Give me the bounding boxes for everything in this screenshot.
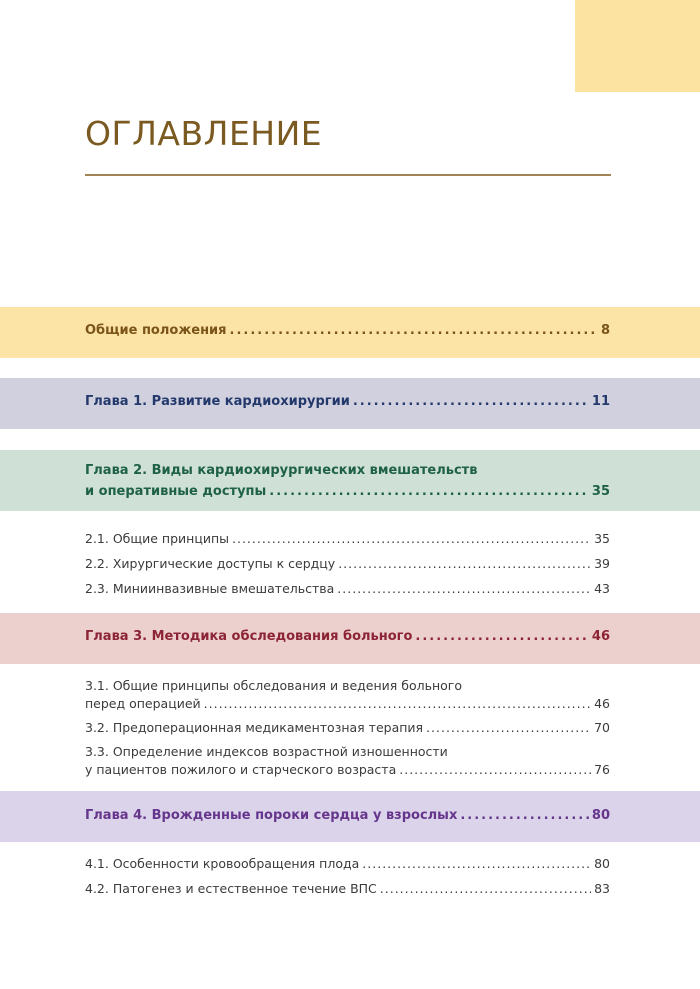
toc-section-3-1-line1[interactable]: 3.1. Общие принципы обследования и ведения больного (85, 678, 463, 693)
toc-entry-title: Глава 4. Врожденные пороки сердца у взрослых (85, 808, 458, 823)
toc-entry-title: Общие положения (85, 323, 227, 338)
toc-section-title: 2.3. Миниинвазивные вмешательства (85, 581, 335, 596)
toc-section-page: 39 (594, 556, 610, 571)
toc-entry-page: 11 (591, 394, 610, 409)
toc-entry-chapter-2-line1[interactable]: Глава 2. Виды кардиохирургических вмешательств (85, 463, 478, 478)
leader-dots (232, 531, 591, 546)
leader-dots (204, 696, 591, 711)
toc-section-title: у пациентов пожилого и старческого возраста (85, 762, 397, 777)
toc-section-page: 76 (594, 762, 610, 777)
toc-entry-chapter-3[interactable] (85, 629, 610, 644)
toc-section-title: 2.2. Хирургические доступы к сердцу (85, 556, 336, 571)
toc-section-4-2[interactable] (85, 881, 610, 896)
toc-entry-general[interactable] (85, 323, 610, 338)
toc-section-page: 43 (594, 581, 610, 596)
leader-dots (338, 556, 591, 571)
corner-accent-block (575, 0, 700, 92)
toc-entry-title: Глава 3. Методика обследования больного (85, 629, 413, 644)
toc-section-3-2[interactable] (85, 720, 610, 735)
toc-section-title: перед операцией (85, 696, 201, 711)
toc-section-page: 70 (594, 720, 610, 735)
leader-dots (415, 629, 589, 644)
toc-section-2-2[interactable] (85, 556, 610, 571)
toc-section-title: 3.2. Предоперационная медикаментозная терапия (85, 720, 424, 735)
toc-entry-page: 35 (591, 484, 610, 499)
toc-entry-chapter-1[interactable] (85, 394, 610, 409)
toc-section-title: 4.1. Особенности кровообращения плода (85, 856, 360, 871)
toc-section-title: 2.1. Общие принципы (85, 531, 230, 546)
leader-dots (426, 720, 591, 735)
leader-dots (399, 762, 591, 777)
toc-section-3-3-line1[interactable]: 3.3. Определение индексов возрастной изношенности (85, 744, 448, 759)
leader-dots (460, 808, 589, 823)
leader-dots (353, 394, 589, 409)
toc-section-title: 4.2. Патогенез и естественное течение ВПС (85, 881, 377, 896)
toc-section-page: 83 (594, 881, 610, 896)
toc-section-3-1[interactable] (85, 696, 610, 711)
toc-section-3-3[interactable] (85, 762, 610, 777)
toc-section-2-1[interactable] (85, 531, 610, 546)
toc-entry-page: 46 (591, 629, 610, 644)
leader-dots (230, 323, 598, 338)
leader-dots (380, 881, 591, 896)
toc-section-2-3[interactable] (85, 581, 610, 596)
leader-dots (269, 484, 589, 499)
toc-section-page: 46 (594, 696, 610, 711)
toc-entry-title: и оперативные доступы (85, 484, 267, 499)
chapter-band-2 (0, 450, 700, 511)
toc-entry-page: 80 (591, 808, 610, 823)
leader-dots (362, 856, 591, 871)
toc-section-page: 80 (594, 856, 610, 871)
toc-section-page: 35 (594, 531, 610, 546)
toc-entry-title: Глава 1. Развитие кардиохирургии (85, 394, 350, 409)
page-title: ОГЛАВЛЕНИЕ (85, 114, 323, 153)
toc-entry-chapter-2[interactable] (85, 484, 610, 499)
toc-entry-chapter-4[interactable] (85, 808, 610, 823)
leader-dots (337, 581, 591, 596)
toc-entry-page: 8 (600, 323, 610, 338)
title-divider (85, 174, 611, 176)
toc-section-4-1[interactable] (85, 856, 610, 871)
